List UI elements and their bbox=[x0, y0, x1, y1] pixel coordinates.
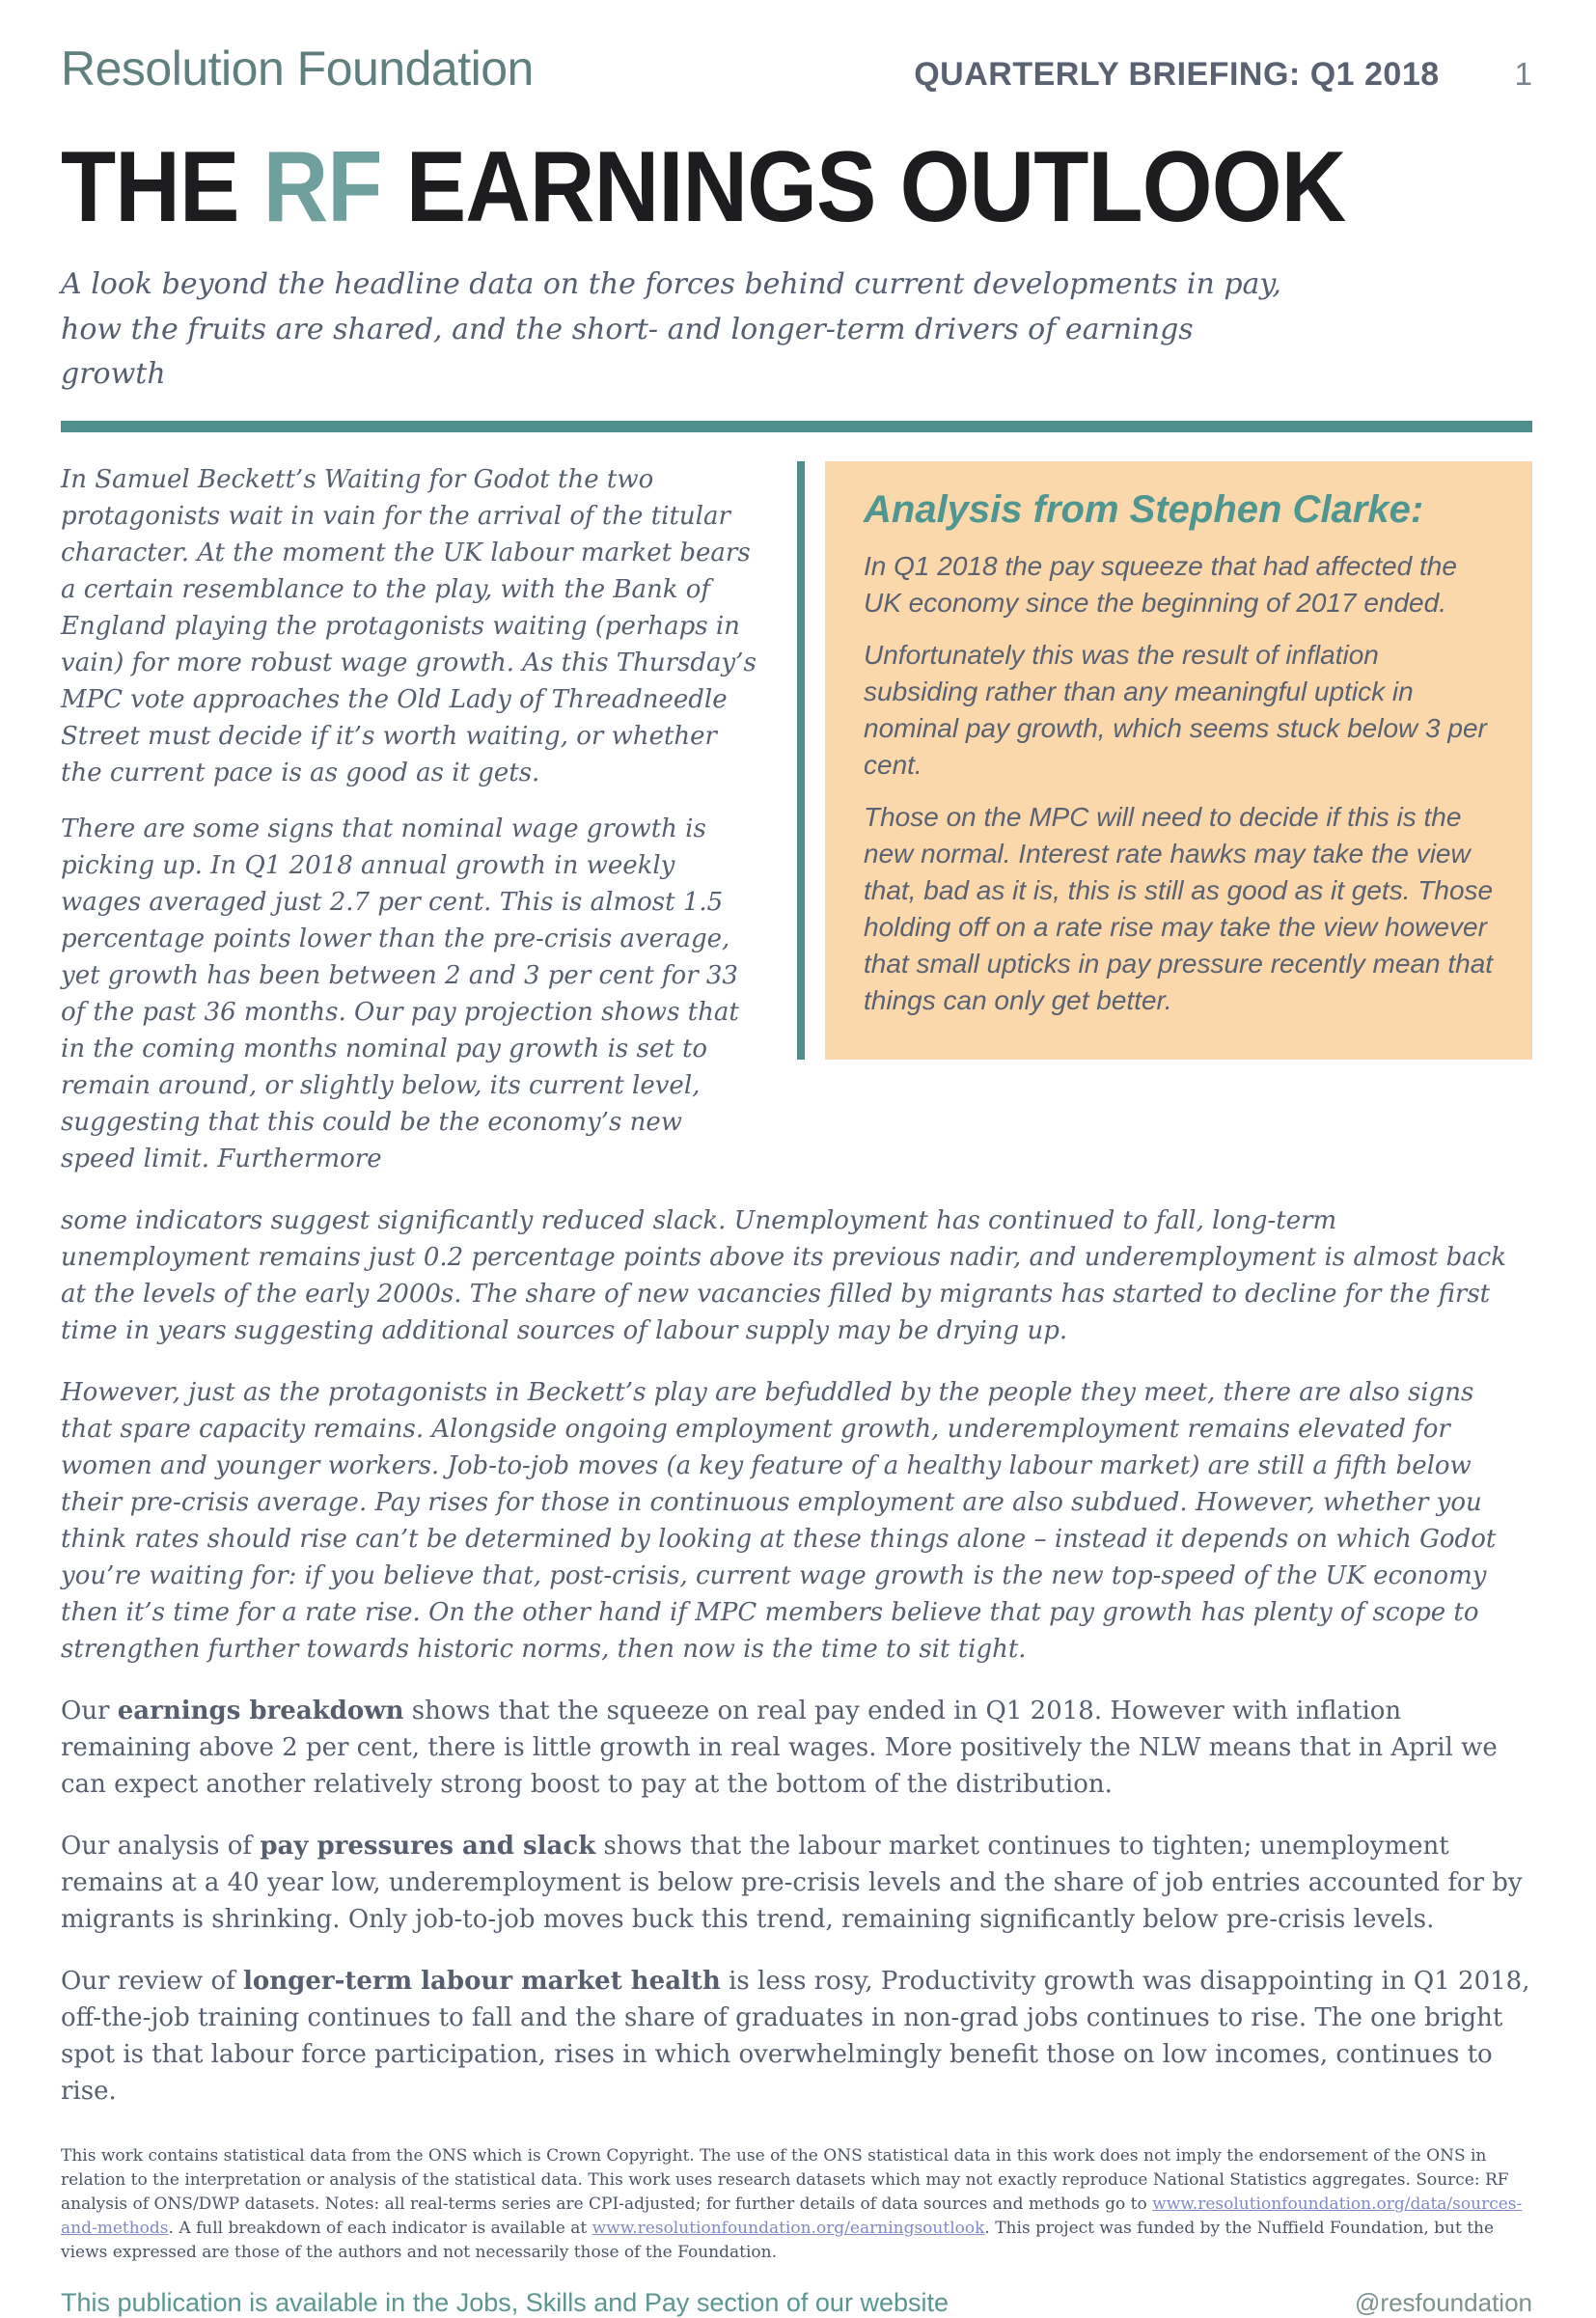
analysis-paragraph: In Q1 2018 the pay squeeze that had affected the UK economy since the beginning of 2017 ended. bbox=[864, 550, 1457, 618]
two-column-section bbox=[61, 461, 1532, 1177]
page-title bbox=[61, 131, 1386, 243]
fine-print: This work contains statistical data from the ONS which is Crown Copyright. The use of the ONS statistical data in this work does not imply the endorsement of the ONS in relation to the interpretation or analysis of the statistical data. This work uses research datasets which may not exactly reproduce National Statistics aggregates. Source: RF analysis of ONS/DWP datasets. Notes: all real-terms series are CPI-adjusted; for further details of data sources and methods go to www.resolutionfoundation.org/data/sources-and-methods. A full breakdown of each indicator is available at www.resolutionfoundation.org/earningsoutlook. This project was funded by the Nuffield Foundation, but the views expressed are those of the authors and not necessarily those of the Foundation. bbox=[61, 2145, 1523, 2262]
analysis-box-wrap bbox=[797, 461, 1532, 1060]
intro-paragraph: There are some signs that nominal wage growth is picking up. In Q1 2018 annual growth in weekly wages averaged just 2.7 per cent. This is almost 1.5 percentage points lower than the pre-crisis average, yet growth has been between 2 and 3 per cent for 33 of the past 36 months. Our pay projection shows that in the coming months nominal pay growth is set to remain around, or slightly below, its current level, suggesting that this could be the economy’s new speed limit. Furthermore bbox=[61, 814, 739, 1173]
twitter-handle: @resfoundation bbox=[1355, 2287, 1532, 2317]
analysis-paragraph: Unfortunately this was the result of inflation subsiding rather than any meaningful uptick in nominal pay growth, which seems stuck below 3 per cent. bbox=[864, 639, 1487, 780]
title-post: EARNINGS OUTLOOK bbox=[381, 131, 1346, 243]
title-accent: RF bbox=[262, 131, 382, 243]
brand-wordmark: Resolution Foundation bbox=[61, 41, 534, 96]
body-paragraph-labour-market-health: Our review of longer-term labour market health is less rosy, Productivity growth was disappointing in Q1 2018, off-the-job training continues to fall and the share of graduates in non-grad jobs continues to rise. The one bright spot is that labour force participation, rises in which overwhelmingly benefit those on low incomes, continues to rise. bbox=[61, 1966, 1530, 2106]
divider-rule bbox=[61, 421, 1532, 432]
analysis-paragraph: Those on the MPC will need to decide if this is the new normal. Interest rate hawks may take the view that, bad as it is, this is still as good as it gets. Those holding off on a rate rise may take the view however that small upticks in pay pressure recently mean that things can only get better. bbox=[864, 801, 1494, 1015]
subtitle: A look beyond the headline data on the forces behind current developments in pay, how the fruits are shared, and the short- and longer-term drivers of earnings growth bbox=[61, 267, 1281, 391]
intro-column bbox=[61, 461, 762, 1177]
intro-paragraph: In Samuel Beckett’s Waiting for Godot the two protagonists wait in vain for the arrival of the titular character. At the moment the UK labour market bears a certain resemblance to the play, with the Bank of England playing the protagonists waiting (perhaps in vain) for more robust wage growth. As this Thursday’s MPC vote approaches the Old Lady of Threadneedle Street must decide if it’s worth waiting, or whether the current pace is as good as it gets. bbox=[61, 464, 757, 787]
body-paragraph-earnings-breakdown: Our earnings breakdown shows that the squeeze on real pay ended in Q1 2018. However with inflation remaining above 2 per cent, there is little growth in real wages. More positively the NLW means that in April we can expect another relatively strong boost to pay at the bottom of the distribution. bbox=[61, 1696, 1498, 1799]
body-paragraph-godot: However, just as the protagonists in Beckett’s play are befuddled by the people they meet, there are also signs that spare capacity remains. Alongside ongoing employment growth, underemployment remains elevated for women and younger workers. Job-to-job moves (a key feature of a healthy labour market) are still a fifth below their pre-crisis average. Pay rises for those in continuous employment are also subdued. However, whether you think rates should rise can’t be determined by looking at these things alone – instead it depends on which Godot you’re waiting for: if you believe that, post-crisis, current wage growth is the new top-speed of the UK economy then it’s time for a rate rise. On the other hand if MPC members believe that pay growth has plenty of scope to strengthen further towards historic norms, then now is the time to sit tight. bbox=[61, 1377, 1497, 1664]
inline-link[interactable]: www.resolutionfoundation.org/earningsoutlook bbox=[592, 2218, 985, 2238]
footer bbox=[61, 2288, 1532, 2318]
availability-note: This publication is available in the Jobs, Skills and Pay section of our website bbox=[61, 2287, 949, 2317]
title-pre: THE bbox=[61, 131, 263, 243]
analysis-heading: Analysis from Stephen Clarke: bbox=[864, 487, 1424, 531]
masthead bbox=[61, 41, 1532, 100]
body-paragraph-pay-pressures: Our analysis of pay pressures and slack shows that the labour market continues to tighten; unemployment remains at a 40 year low, underemployment is below pre-crisis levels and the share of job entries accounted for by migrants is shrinking. Only job-to-job moves buck this trend, remaining significantly below pre-crisis levels. bbox=[61, 1831, 1523, 1934]
inline-link[interactable]: www.resolutionfoundation.org/data/sources-and-methods bbox=[61, 2194, 1523, 2238]
page-number: 1 bbox=[1514, 56, 1532, 92]
vertical-divider-bar bbox=[797, 461, 805, 1060]
body-paragraph-continuation: some indicators suggest significantly reduced slack. Unemployment has continued to fall, long-term unemployment remains just 0.2 percentage points above its previous nadir, and underemployment is almost back at the levels of the early 2000s. The share of new vacancies filled by migrants has started to decline for the first time in years suggesting additional sources of labour supply may be drying up. bbox=[61, 1205, 1507, 1345]
briefing-label: QUARTERLY BRIEFING: Q1 2018 bbox=[914, 56, 1440, 93]
analysis-box bbox=[825, 461, 1532, 1060]
